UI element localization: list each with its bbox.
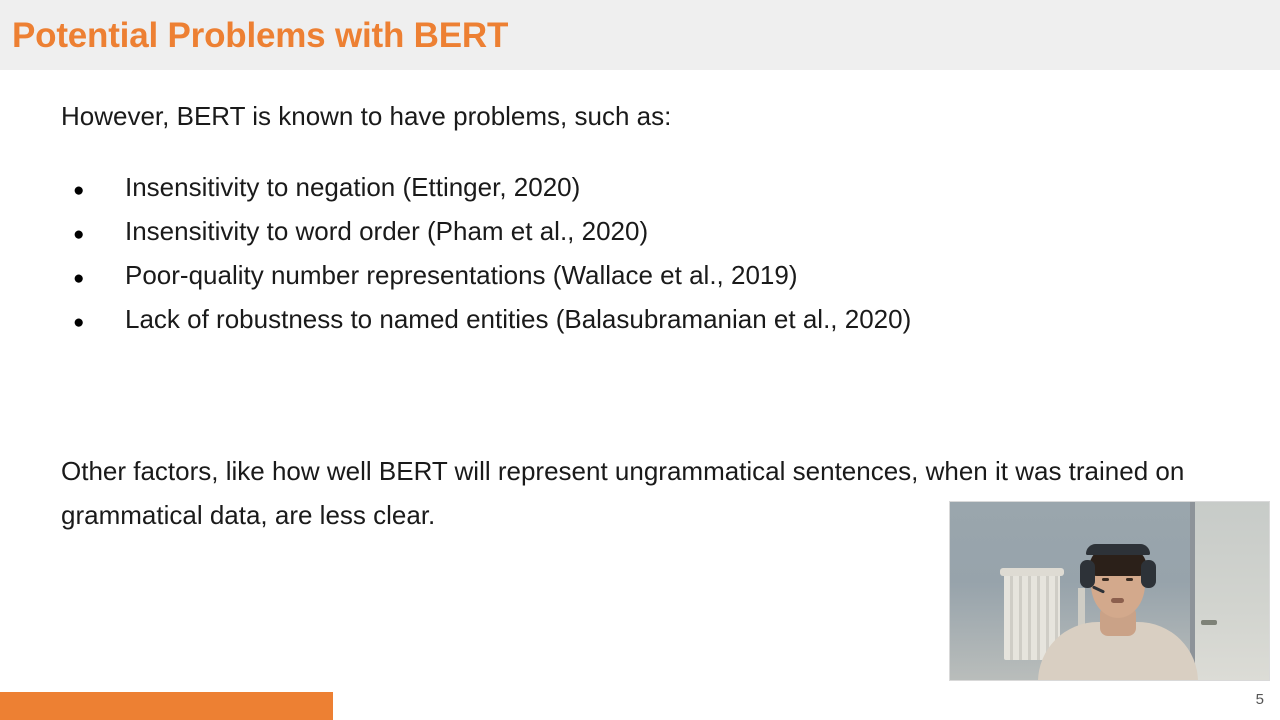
presenter-webcam-video[interactable] bbox=[949, 501, 1270, 681]
bullet-dot-icon: ● bbox=[73, 180, 85, 201]
list-item bbox=[61, 260, 1201, 304]
headphones-band bbox=[1086, 544, 1150, 555]
radiator-top-shape bbox=[1000, 568, 1064, 576]
closing-paragraph: Other factors, like how well BERT will represent ungrammatical sentences, when it was trained on grammatical data, are less clear. bbox=[61, 456, 1185, 530]
page-number: 5 bbox=[1255, 691, 1264, 708]
bullet-dot-icon: ● bbox=[73, 312, 85, 333]
bottom-accent-bar bbox=[0, 692, 333, 720]
presenter-eye-right bbox=[1126, 578, 1133, 581]
presenter-mouth bbox=[1111, 598, 1124, 603]
headphones-earcup-right bbox=[1141, 560, 1156, 588]
list-item bbox=[61, 304, 1201, 348]
door-shape bbox=[1195, 502, 1269, 681]
intro-text: However, BERT is known to have problems, such as: bbox=[61, 101, 672, 131]
bullet-list bbox=[61, 172, 1201, 348]
door-handle-shape bbox=[1201, 620, 1217, 625]
bullet-dot-icon: ● bbox=[73, 268, 85, 289]
list-item-label: Lack of robustness to named entities (Balasubramanian et al., 2020) bbox=[125, 304, 912, 334]
page-title: Potential Problems with BERT bbox=[12, 16, 509, 55]
bullet-dot-icon: ● bbox=[73, 224, 85, 245]
slide-title-bar bbox=[0, 0, 1280, 70]
presenter-eye-left bbox=[1102, 578, 1109, 581]
list-item bbox=[61, 216, 1201, 260]
headphones-earcup-left bbox=[1080, 560, 1095, 588]
list-item-label: Insensitivity to word order (Pham et al., 2020) bbox=[125, 216, 649, 246]
list-item-label: Poor-quality number representations (Wallace et al., 2019) bbox=[125, 260, 798, 290]
list-item bbox=[61, 172, 1201, 216]
list-item-label: Insensitivity to negation (Ettinger, 2020) bbox=[125, 172, 581, 202]
